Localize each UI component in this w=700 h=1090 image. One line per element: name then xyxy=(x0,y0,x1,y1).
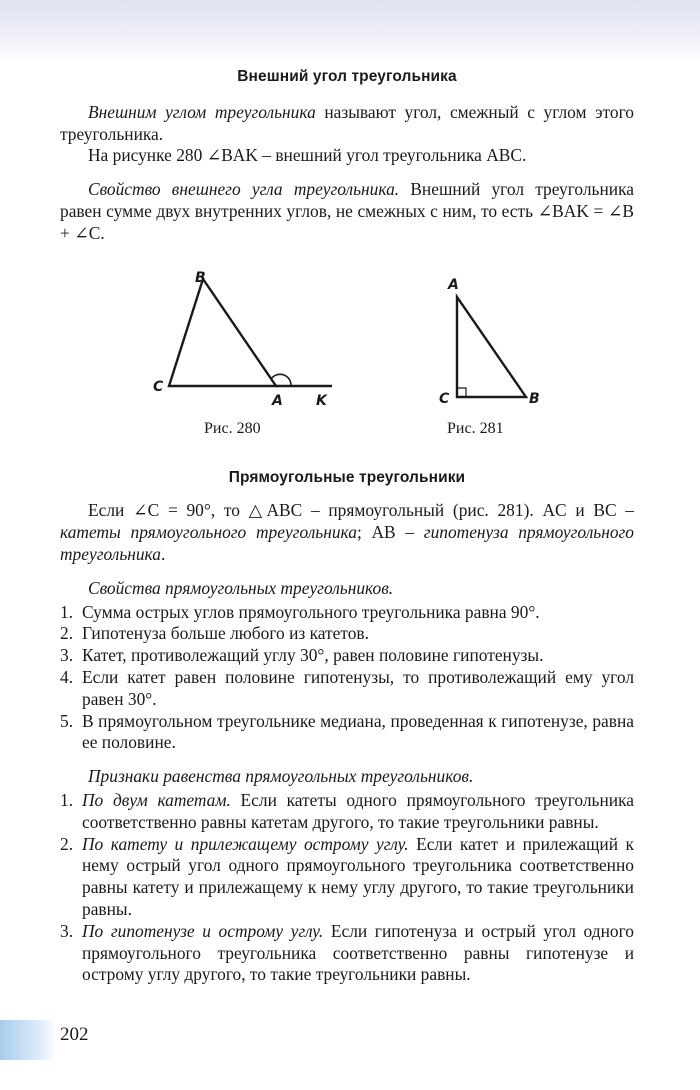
list-item-text: В прямоугольном треугольнике медиана, проведенная к гипотенузе, равна ее половине. xyxy=(82,710,634,753)
list-item-term: По гипотенузе и острому углу. xyxy=(82,920,324,941)
page-number: 202 xyxy=(60,1024,89,1045)
intro-end: . xyxy=(160,543,166,564)
list-item xyxy=(60,602,634,624)
list-item-text: Катет, противолежащий углу 30°, равен половине гипотенузы. xyxy=(82,645,544,666)
figures-row xyxy=(60,269,634,447)
list-item xyxy=(60,921,634,986)
congruence-signs-list xyxy=(60,790,634,986)
label-vertex-c: C xyxy=(153,378,164,395)
list-item xyxy=(60,711,634,755)
definition-paragraph xyxy=(60,102,634,146)
definition-term: Внешним углом треугольника xyxy=(88,101,316,122)
figure-reference-sentence: На рисунке 280 ∠BAK – внешний угол треугольника ABC. xyxy=(88,145,527,166)
list-item-number: 5. xyxy=(60,710,74,731)
definition-text: называют угол, смежный с углом этого треугольника. xyxy=(60,101,634,144)
figure-280 xyxy=(153,270,332,437)
figures-svg xyxy=(60,269,634,447)
list-item-number: 2. xyxy=(60,833,74,854)
section-title-right-triangles: Прямоугольные треугольники xyxy=(228,468,466,486)
intro-term-legs: катеты прямоугольного треугольника xyxy=(60,522,357,543)
figure-281 xyxy=(439,277,540,437)
section-title-exterior-angle: Внешний угол треугольника xyxy=(237,68,457,85)
right-triangle-intro xyxy=(60,500,634,565)
list-item-number: 1. xyxy=(60,601,74,622)
property-text: Внешний угол треугольника равен сумме двух внутренних углов, не смежных с ним, то есть ∠BAK = ∠B + ∠C. xyxy=(60,179,634,243)
list-item xyxy=(60,645,634,667)
caption-fig-280: Рис. 280 xyxy=(204,419,261,437)
list-item-term: По двум катетам. xyxy=(82,789,231,810)
label-vertex-b-281: B xyxy=(529,390,540,407)
intro-separator: ; AB – xyxy=(356,522,424,543)
list-item-number: 3. xyxy=(60,645,74,666)
right-triangle-abc-281 xyxy=(457,297,526,397)
properties-heading: Свойства прямоугольных треугольников. xyxy=(88,577,394,598)
properties-list xyxy=(60,602,634,755)
page-corner-tab xyxy=(0,1020,56,1060)
label-vertex-c-281: C xyxy=(439,390,450,407)
list-item-text: Гипотенуза больше любого из катетов. xyxy=(82,623,369,644)
property-term: Свойство внешнего угла треугольника. xyxy=(88,179,400,200)
list-item-text: Если гипотенуза и острый угол одного прямоугольного треугольника соответственно равны гипотенузе и острому углу другого, то такие треугольники равны. xyxy=(82,920,634,985)
list-item-number: 2. xyxy=(60,623,74,644)
caption-fig-281: Рис. 281 xyxy=(447,419,504,437)
triangle-abc-280 xyxy=(169,279,276,386)
intro-term-hypotenuse: гипотенуза прямоугольного треугольника xyxy=(60,522,634,564)
list-item-number: 4. xyxy=(60,666,74,687)
list-item-text: Если катеты одного прямоугольного треугольника соответственно равны катетам другого, то такие треугольники равны. xyxy=(82,789,634,832)
list-item xyxy=(60,623,634,645)
page-header-band xyxy=(0,0,700,62)
list-item-text: Если катет равен половине гипотенузы, то противолежащий ему угол равен 30°. xyxy=(82,666,634,709)
right-angle-mark xyxy=(457,388,466,397)
list-item xyxy=(60,834,634,921)
congruence-signs-heading: Признаки равенства прямоугольных треугольников. xyxy=(88,766,474,787)
label-vertex-b: B xyxy=(195,269,206,286)
list-item-term: По катету и прилежащему острому углу. xyxy=(82,833,409,854)
intro-text: Если ∠C = 90°, то △ABC – прямоугольный (рис. 281). AC и BC – xyxy=(88,500,634,521)
page-content xyxy=(60,66,634,986)
list-item-number: 1. xyxy=(60,789,74,810)
label-vertex-a: A xyxy=(272,392,283,409)
list-item-text: Сумма острых углов прямоугольного треугольника равна 90°. xyxy=(82,601,540,622)
list-item-number: 3. xyxy=(60,920,74,941)
label-vertex-a-281: A xyxy=(448,276,459,293)
property-paragraph xyxy=(60,179,634,244)
list-item-text: Если катет и прилежащий к нему острый угол одного прямоугольного треугольника соответственно равны катету и прилежащему к нему углу другого, то такие треугольники равны. xyxy=(82,833,634,919)
label-point-k: K xyxy=(316,392,327,409)
list-item xyxy=(60,667,634,711)
list-item xyxy=(60,790,634,834)
